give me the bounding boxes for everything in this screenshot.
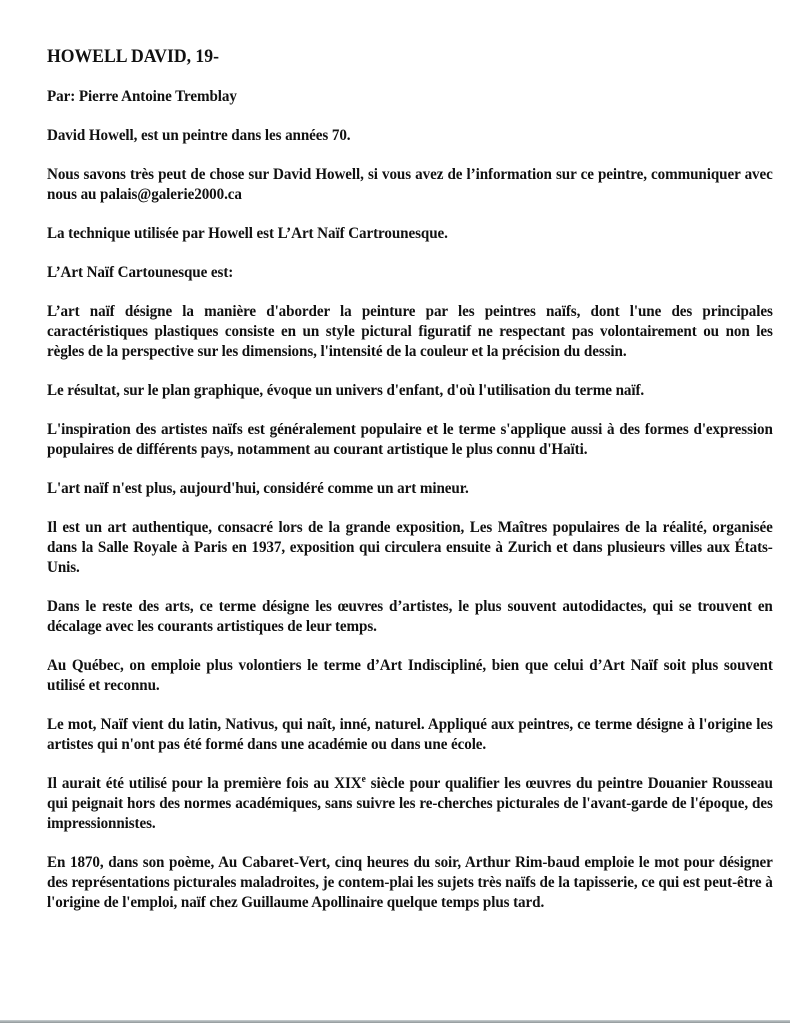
author-line: Par: Pierre Antoine Tremblay <box>47 88 237 105</box>
century-superscript: e <box>361 774 366 785</box>
paragraph-other-arts: Dans le reste des arts, ce terme désigne les œuvres d’artistes, le plus souvent autodidactes, qui se trouvent en décalage avec les courants artistiques de leur temps. <box>47 598 773 635</box>
document-title: HOWELL DAVID, 19- <box>47 46 219 67</box>
paragraph-contact: Nous savons très peut de chose sur David Howell, si vous avez de l’information sur ce peintre, communiquer avec nous au palais@galerie2000.ca <box>47 166 773 203</box>
xix-text-before: Il aurait été utilisé pour la première fois au XIX <box>47 775 362 792</box>
page-bottom-edge <box>0 1020 790 1023</box>
paragraph-rimbaud: En 1870, dans son poème, Au Cabaret-Vert, cinq heures du soir, Arthur Rim-baud emploie le mot pour désigner des représentations picturales maladroites, je contem-plai les sujets très naïfs de la tapisserie, ce qui est peut-être à l'origine de l'emploi, naïf chez Guillaume Apollinaire quelque temps plus tard. <box>47 854 773 911</box>
document-page <box>47 46 773 932</box>
paragraph-definition-heading: L’Art Naïf Cartounesque est: <box>47 264 234 281</box>
paragraph-authentic: Il est un art authentique, consacré lors de la grande exposition, Les Maîtres populaires de la réalité, organisée dans la Salle Royale à Paris en 1937, exposition qui circulera ensuite à Zurich et dans plusieurs villes aux États-Unis. <box>47 519 773 576</box>
paragraph-intro: David Howell, est un peintre dans les années 70. <box>47 127 351 144</box>
paragraph-etymology: Le mot, Naïf vient du latin, Nativus, qui naît, inné, naturel. Appliqué aux peintres, ce terme désigne à l'origine les artistes qui n'ont pas été formé dans une académie ou dans une école. <box>47 716 773 753</box>
paragraph-definition: L’art naïf désigne la manière d'aborder la peinture par les peintres naïfs, dont l'une des principales caractéristiques plastiques consiste en un style pictural figuratif ne respectant pas volontairement ou non les règles de la perspective sur les dimensions, l'intensité de la couleur et la précision du dessin. <box>47 303 773 360</box>
paragraph-xix-century <box>47 774 773 834</box>
paragraph-quebec: Au Québec, on emploie plus volontiers le terme d’Art Indiscipliné, bien que celui d’Art Naïf soit plus souvent utilisé et reconnu. <box>47 657 773 694</box>
paragraph-result: Le résultat, sur le plan graphique, évoque un univers d'enfant, d'où l'utilisation du terme naïf. <box>47 382 645 399</box>
paragraph-technique: La technique utilisée par Howell est L’Art Naïf Cartrounesque. <box>47 225 448 242</box>
xix-text-after: siècle pour qualifier les œuvres du peintre Douanier Rousseau qui peignait hors des normes académiques, sans suivre les re-cherches picturales de l'avant-garde de l'époque, des impressionnistes. <box>47 775 773 832</box>
paragraph-not-minor: L'art naïf n'est plus, aujourd'hui, considéré comme un art mineur. <box>47 480 469 497</box>
paragraph-inspiration: L'inspiration des artistes naïfs est généralement populaire et le terme s'applique aussi à des formes d'expression populaires de différents pays, notamment au courant artistique le plus connu d'Haïti. <box>47 421 773 458</box>
